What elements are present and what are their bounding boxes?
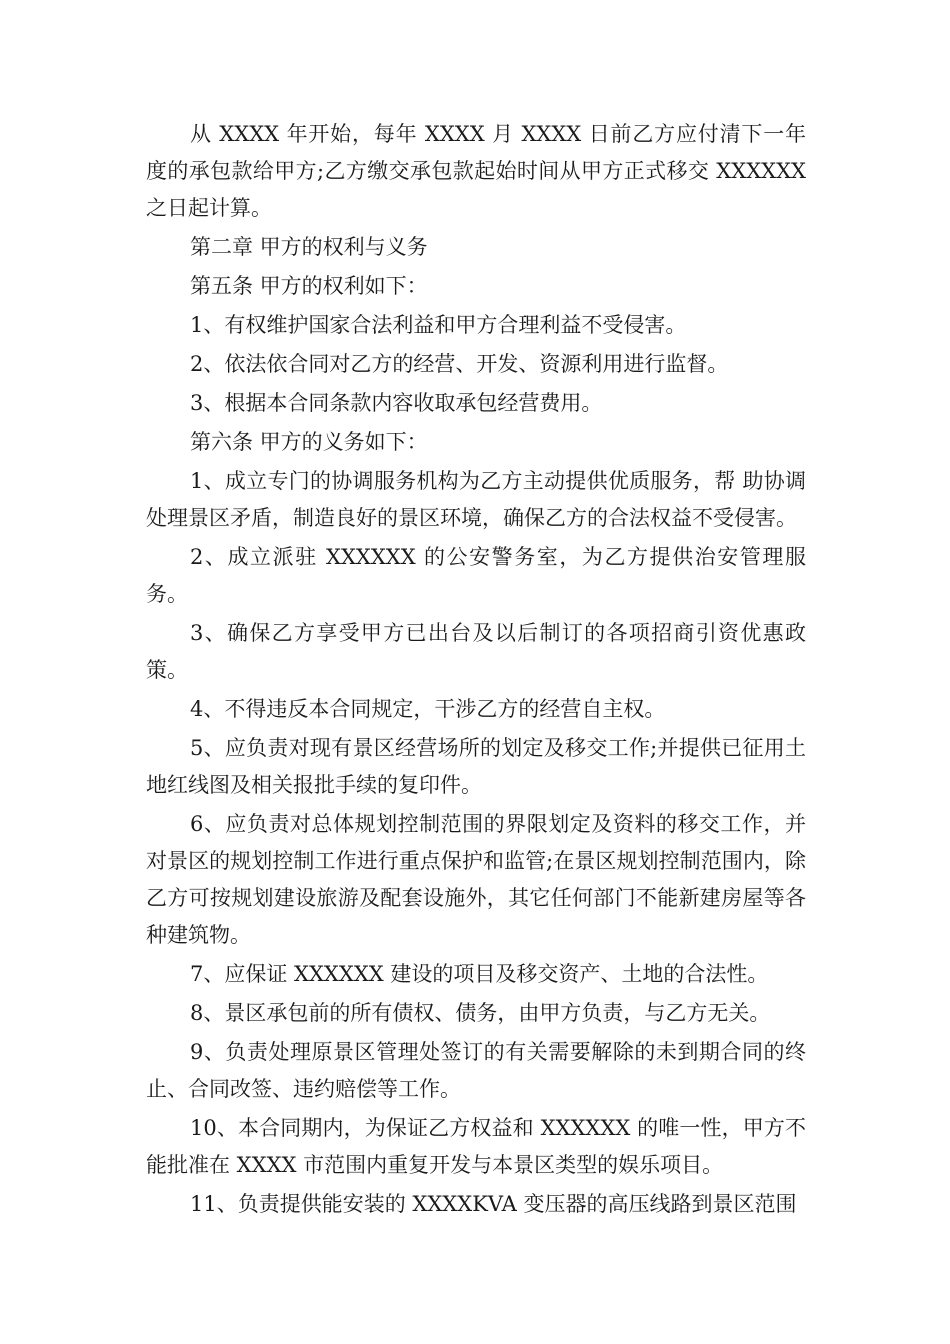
chapter-heading: 第二章 甲方的权利与义务	[190, 235, 428, 259]
obligation-item: 8、景区承包前的所有债权、债务，由甲方负责，与乙方无关。	[190, 1001, 771, 1025]
document-body	[146, 116, 806, 1223]
obligation-item: 3、确保乙方享受甲方已出台及以后制订的各项招商引资优惠政策。	[146, 621, 806, 682]
obligation-item: 1、成立专门的协调服务机构为乙方主动提供优质服务，帮 助协调处理景区矛盾，制造良好的景区环境，确保乙方的合法权益不受侵害。	[146, 469, 806, 530]
obligation-item: 2、成立派驻 XXXXXX 的公安警务室，为乙方提供治安管理服务。	[146, 545, 806, 606]
rights-item: 1、有权维护国家合法利益和甲方合理利益不受侵害。	[190, 313, 687, 337]
obligation-item: 6、应负责对总体规划控制范围的界限划定及资料的移交工作，并对景区的规划控制工作进行重点保护和监管;在景区规划控制范围内，除乙方可按规划建设旅游及配套设施外，其它任何部门不能新建房屋等各种建筑物。	[146, 812, 806, 947]
rights-item: 3、根据本合同条款内容收取承包经营费用。	[190, 391, 603, 415]
article-heading-rights: 第五条 甲方的权利如下：	[190, 274, 428, 298]
obligation-item: 5、应负责对现有景区经营场所的划定及移交工作;并提供已征用土地红线图及相关报批手续的复印件。	[146, 736, 806, 797]
obligation-item: 9、负责处理原景区管理处签订的有关需要解除的未到期合同的终止、合同改签、违约赔偿等工作。	[146, 1040, 806, 1101]
obligation-item: 11、负责提供能安装的 XXXXKVA 变压器的高压线路到景区范围	[190, 1192, 797, 1216]
obligation-item: 10、本合同期内，为保证乙方权益和 XXXXXX 的唯一性，甲方不能批准在 XXXX 市范围内重复开发与本景区类型的娱乐项目。	[146, 1116, 806, 1177]
paragraph-payment-schedule: 从 XXXX 年开始，每年 XXXX 月 XXXX 日前乙方应付清下一年度的承包款给甲方;乙方缴交承包款起始时间从甲方正式移交 XXXXXX 之日起计算。	[146, 122, 806, 220]
obligation-item: 4、不得违反本合同规定，干涉乙方的经营自主权。	[190, 697, 666, 721]
obligation-item: 7、应保证 XXXXXX 建设的项目及移交资产、土地的合法性。	[190, 962, 769, 986]
rights-item: 2、依法依合同对乙方的经营、开发、资源利用进行监督。	[190, 352, 729, 376]
article-heading-obligations: 第六条 甲方的义务如下：	[190, 430, 428, 454]
